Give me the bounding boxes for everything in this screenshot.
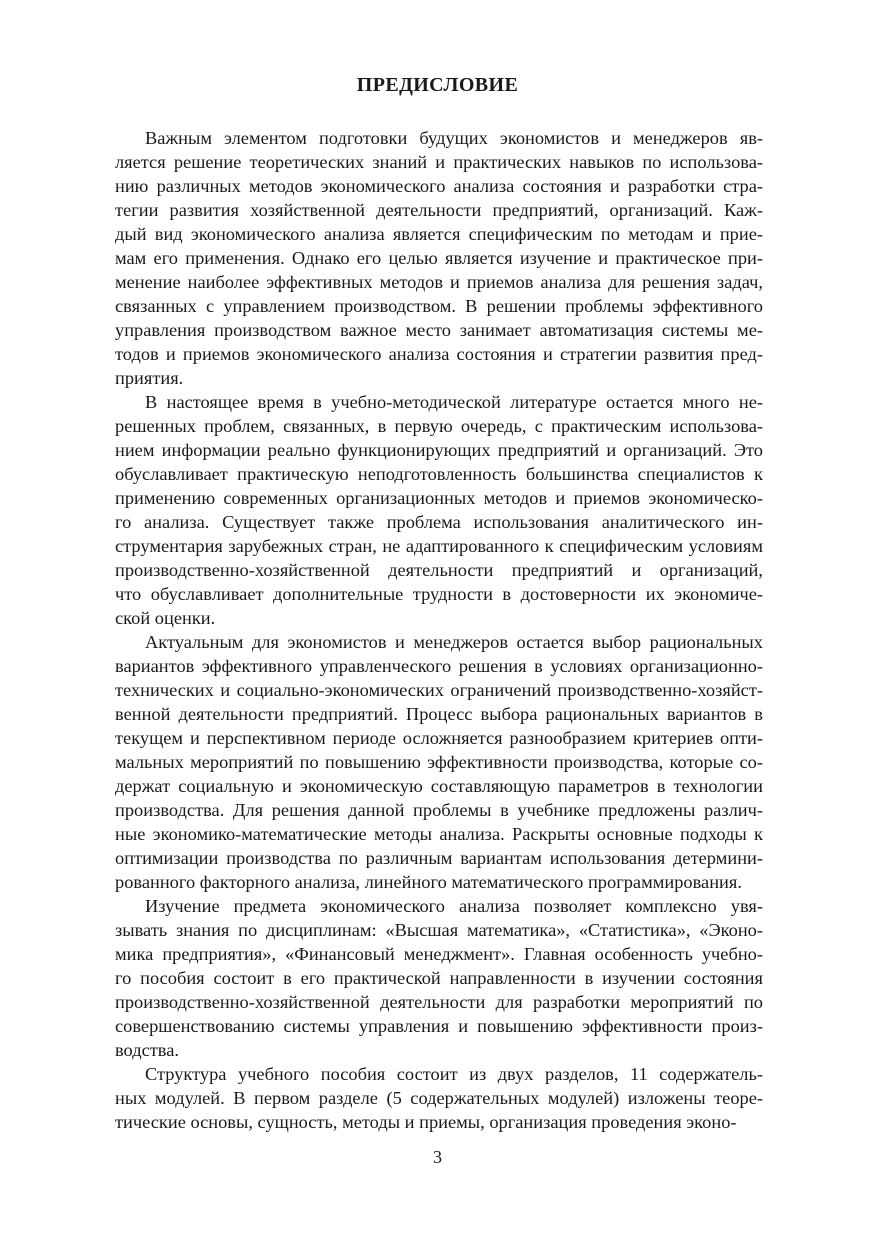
text-line: го пособия состоит в его практической направленности в изучении состояния xyxy=(115,968,763,988)
text-line: Важным элементом подготовки будущих экономистов и менеджеров яв- xyxy=(145,128,763,148)
paragraph xyxy=(115,894,763,1062)
paragraph xyxy=(115,1062,763,1134)
text-line: обуславливает практическую неподготовленность большинства специалистов к xyxy=(115,464,763,484)
text-line: водства. xyxy=(115,1040,179,1060)
text-line: технических и социально-экономических ограничений производственно-хозяйст- xyxy=(115,680,763,700)
text-line: В настоящее время в учебно-методической литературе остается много не- xyxy=(145,392,763,412)
text-line: менение наиболее эффективных методов и приемов анализа для решения задач, xyxy=(115,272,763,292)
text-line: текущем и перспективном периоде осложняется разнообразием критериев опти- xyxy=(115,728,763,748)
text-line: связанных с управлением производством. В решении проблемы эффективного xyxy=(115,296,763,316)
page-title: ПРЕДИСЛОВИЕ xyxy=(356,74,519,96)
text-line: мальных мероприятий по повышению эффективности производства, которые со- xyxy=(115,752,763,772)
text-line: нию различных методов экономического анализа состояния и разработки стра- xyxy=(115,176,763,196)
text-line: ные экономико-математические методы анализа. Раскрыты основные подходы к xyxy=(115,824,763,844)
paragraph xyxy=(115,390,763,630)
text-line: Актуальным для экономистов и менеджеров остается выбор рациональных xyxy=(145,632,763,652)
text-line: нием информации реально функционирующих предприятий и организаций. Это xyxy=(115,440,763,460)
text-line: тегии развития хозяйственной деятельности предприятий, организаций. Каж- xyxy=(115,200,763,220)
paragraph xyxy=(115,630,763,894)
text-line: что обуславливает дополнительные трудности в достоверности их экономиче- xyxy=(115,584,763,604)
text-line: держат социальную и экономическую составляющую параметров в технологии xyxy=(115,776,763,796)
text-line: Структура учебного пособия состоит из двух разделов, 11 содержатель- xyxy=(145,1064,763,1084)
text-line: тические основы, сущность, методы и приемы, организация проведения эконо- xyxy=(115,1112,737,1132)
text-line: ных модулей. В первом разделе (5 содержательных модулей) изложены теоре- xyxy=(115,1088,763,1108)
text-line: производственно-хозяйственной деятельности предприятий и организаций, xyxy=(115,560,763,580)
text-line: производственно-хозяйственной деятельности для разработки мероприятий по xyxy=(115,992,763,1012)
text-line: тодов и приемов экономического анализа состояния и стратегии развития пред- xyxy=(115,344,763,364)
text-line: мам его применения. Однако его целью является изучение и практическое при- xyxy=(115,248,763,268)
text-line: совершенствованию системы управления и повышению эффективности произ- xyxy=(115,1016,763,1036)
text-line: мика предприятия», «Финансовый менеджмент». Главная особенность учебно- xyxy=(115,944,763,964)
page-body xyxy=(115,126,763,1134)
text-line: производства. Для решения данной проблемы в учебнике предложены различ- xyxy=(115,800,763,820)
text-line: решенных проблем, связанных, в первую очередь, с практическим использова- xyxy=(115,416,763,436)
text-line: управления производством важное место занимает автоматизация системы ме- xyxy=(115,320,763,340)
text-line: рованного факторного анализа, линейного математического программирования. xyxy=(115,872,742,892)
text-line: ской оценки. xyxy=(115,608,216,628)
text-line: дый вид экономического анализа является специфическим по методам и прие- xyxy=(115,224,763,244)
text-line: применению современных организационных методов и приемов экономическо- xyxy=(115,488,763,508)
text-line: го анализа. Существует также проблема использования аналитического ин- xyxy=(115,512,763,532)
text-line: Изучение предмета экономического анализа позволяет комплексно увя- xyxy=(145,896,763,916)
text-line: приятия. xyxy=(115,368,184,388)
text-line: струментария зарубежных стран, не адаптированного к специфическим условиям xyxy=(115,536,763,556)
text-line: оптимизации производства по различным вариантам использования детермини- xyxy=(115,848,763,868)
page-number: 3 xyxy=(433,1147,442,1167)
text-line: ляется решение теоретических знаний и практических навыков по использова- xyxy=(115,152,763,172)
paragraph xyxy=(115,126,763,390)
text-line: венной деятельности предприятий. Процесс выбора рациональных вариантов в xyxy=(115,704,763,724)
text-line: зывать знания по дисциплинам: «Высшая математика», «Статистика», «Эконо- xyxy=(115,920,763,940)
text-line: вариантов эффективного управленческого решения в условиях организационно- xyxy=(115,656,763,676)
